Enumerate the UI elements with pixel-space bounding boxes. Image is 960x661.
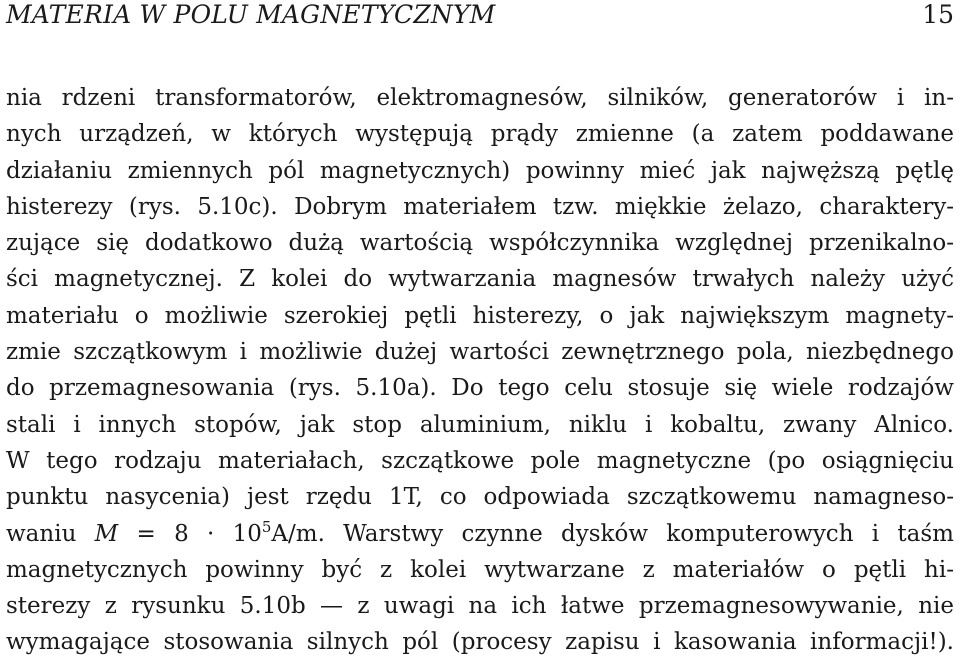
text-line: materiału o możliwie szerokiej pętli histerezy, o jak największym magnety- xyxy=(6,302,954,329)
body-paragraph xyxy=(6,80,954,661)
text-line: magnetycznych powinny być z kolei wytwarzane z materiałów o pętli hi- xyxy=(6,556,954,583)
text-line: histerezy (rys. 5.10c). Dobrym materiałem tzw. miękkie żelazo, charaktery- xyxy=(6,193,954,220)
text-line-last: wymagające stosowania silnych pól (procesy zapisu i kasowania informacji!). xyxy=(6,629,954,656)
text-line: W tego rodzaju materiałach, szczątkowe pole magnetyczne (po osiągnięciu xyxy=(6,447,954,474)
formula-coefficient: 8 · 10 xyxy=(174,520,262,547)
running-header xyxy=(6,0,954,30)
formula-prefix: waniu xyxy=(6,520,77,547)
magnetization-symbol: M xyxy=(94,520,119,547)
chapter-title: MATERIA W POLU MAGNETYCZNYM xyxy=(6,0,496,29)
text-line: punktu nasycenia) jest rzędu 1T, co odpowiada szczątkowemu namagneso- xyxy=(6,484,954,511)
equals-sign: = xyxy=(136,520,156,547)
text-line: ści magnetycznej. Z kolei do wytwarzania magnesów trwałych należy użyć xyxy=(6,266,954,293)
text-line: nych urządzeń, w których występują prądy zmienne (a zatem poddawane xyxy=(6,121,954,148)
formula-text-line xyxy=(6,516,954,552)
text-line: działaniu zmiennych pól magnetycznych) powinny mieć jak najwęższą pętlę xyxy=(6,157,954,184)
text-line: zmie szczątkowym i możliwie dużej wartości zewnętrznego pola, niezbędnego xyxy=(6,339,954,366)
text-line: nia rdzeni transformatorów, elektromagnesów, silników, generatorów i in- xyxy=(6,85,954,111)
formula-exponent: 5 xyxy=(261,517,272,536)
text-line: stali i innych stopów, jak stop aluminium, niklu i kobaltu, zwany Alnico. xyxy=(6,411,954,438)
page-number: 15 xyxy=(922,0,954,29)
text-line: sterezy z rysunku 5.10b — z uwagi na ich łatwe przemagnesowywanie, nie xyxy=(6,593,954,620)
text-line: do przemagnesowania (rys. 5.10a). Do tego celu stosuje się wiele rodzajów xyxy=(6,375,954,402)
formula-unit-and-text: A/m. Warstwy czynne dysków komputerowych i taśm xyxy=(271,520,954,547)
text-line: zujące się dodatkowo dużą wartością współczynnika względnej przenikalno- xyxy=(6,230,954,257)
